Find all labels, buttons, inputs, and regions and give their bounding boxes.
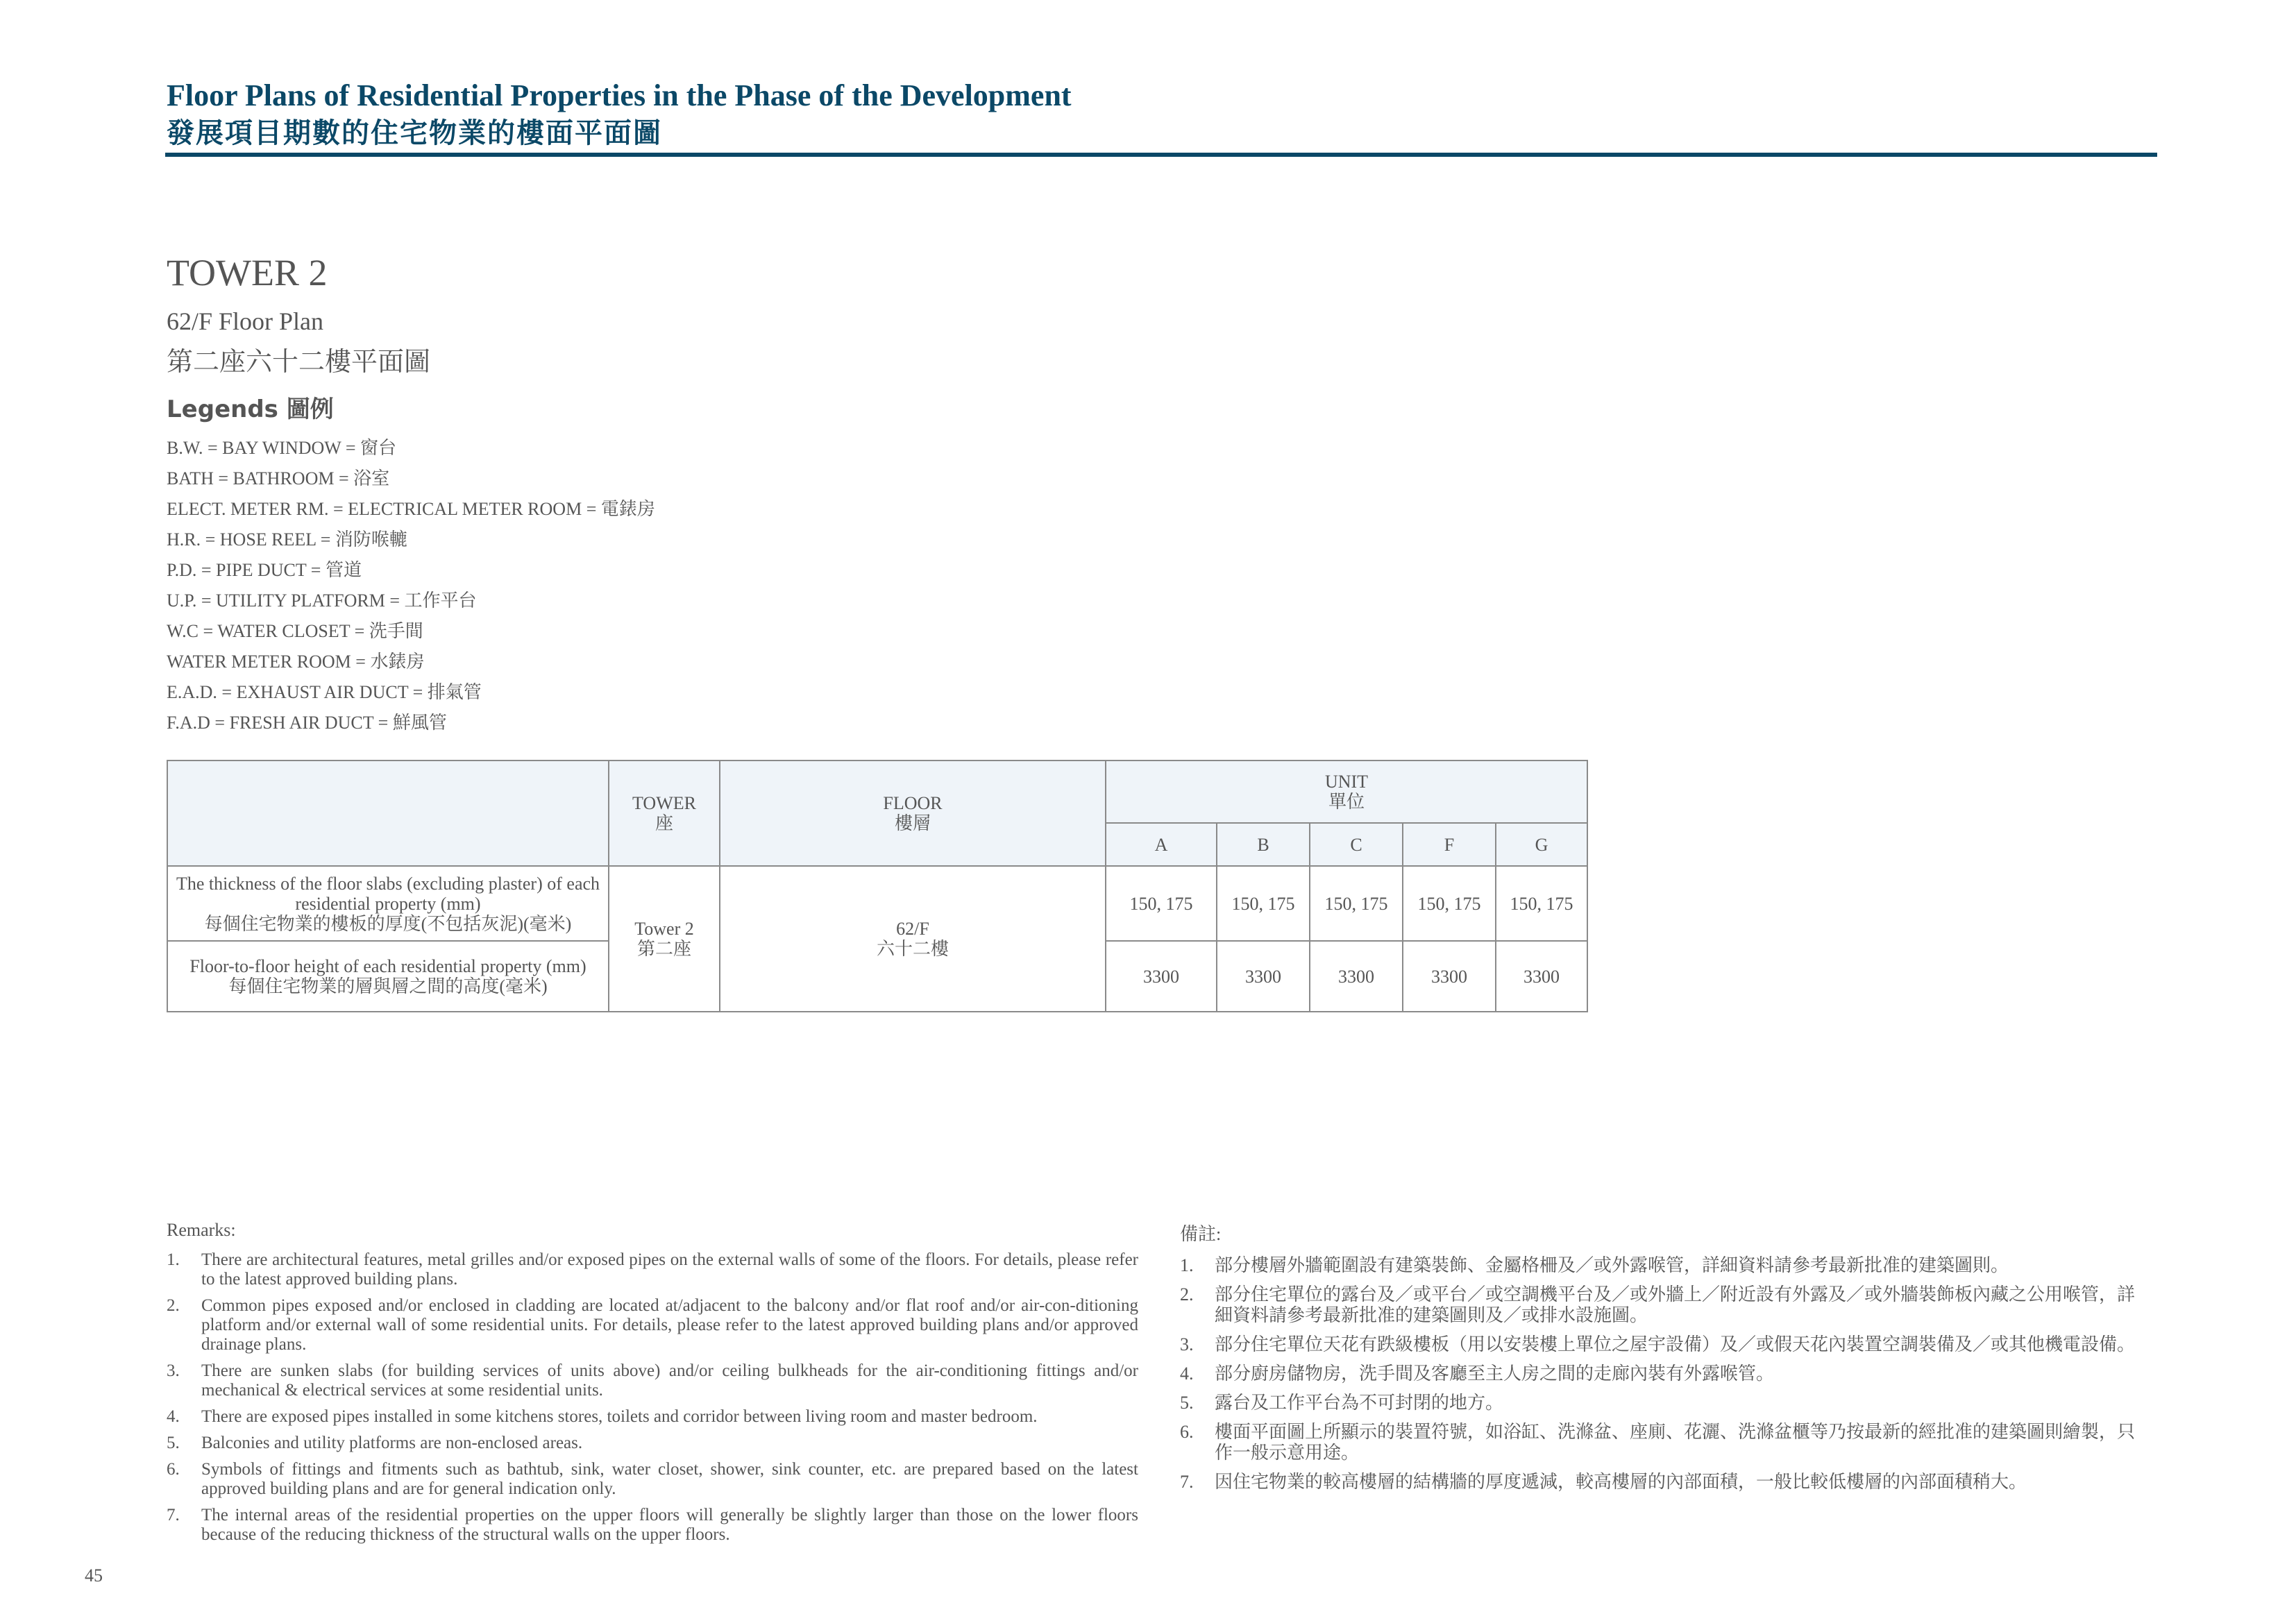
remark-item bbox=[167, 1407, 1138, 1427]
remark-item bbox=[1180, 1422, 2152, 1463]
header-title-zh: 發展項目期數的住宅物業的樓面平面圖 bbox=[167, 117, 662, 148]
legend-item: W.C = WATER CLOSET = 洗手間 bbox=[167, 621, 423, 641]
floor-value-en: 62/F bbox=[896, 919, 929, 939]
remark-text: There are sunken slabs (for building services of units above) and/or ceiling bulkheads for the air-conditioning fittings and/or mechanical & electrical services at some residential units. bbox=[201, 1361, 1138, 1400]
remark-number: 7. bbox=[167, 1506, 180, 1524]
unit-column-header bbox=[1106, 760, 1587, 823]
unit-header-cell: F bbox=[1403, 823, 1496, 866]
remark-text: 部分樓層外牆範圍設有建築裝飾、金屬格柵及／或外露喉管，詳細資料請參考最新批准的建築圖則。 bbox=[1215, 1255, 2009, 1275]
unit-header-cell: B bbox=[1217, 823, 1310, 866]
row-label-floor-height bbox=[167, 941, 609, 1012]
remark-text: 部分住宅單位天花有跌級樓板（用以安裝樓上單位之屋宇設備）及／或假天花內裝置空調裝備及／或其他機電設備。 bbox=[1215, 1334, 2136, 1354]
remark-item bbox=[167, 1460, 1138, 1499]
row-label-slab-thickness bbox=[167, 866, 609, 941]
remark-number: 1. bbox=[1180, 1255, 1194, 1275]
legend-item: P.D. = PIPE DUCT = 管道 bbox=[167, 560, 362, 580]
legend-item: B.W. = BAY WINDOW = 窗台 bbox=[167, 438, 396, 458]
unit-header-zh: 單位 bbox=[1328, 792, 1365, 812]
table-cell: 3300 bbox=[1310, 941, 1403, 1012]
remarks-title-zh: 備註: bbox=[1180, 1224, 1222, 1244]
unit-header-cell: A bbox=[1106, 823, 1217, 866]
remark-text: Common pipes exposed and/or enclosed in cladding are located at/adjacent to the balcony and/or flat roof and/or air-con-ditioning platform and/or external wall of some residential units. For details, please refer to the latest approved building plans and/or approved drainage plans. bbox=[201, 1296, 1138, 1354]
remark-number: 4. bbox=[167, 1407, 180, 1426]
floor-plan-title-en: 62/F Floor Plan bbox=[167, 307, 324, 335]
tower-value-en: Tower 2 bbox=[634, 919, 694, 939]
table-cell: 150, 175 bbox=[1106, 866, 1217, 941]
legends-heading: Legends 圖例 bbox=[167, 396, 334, 423]
legend-item: BATH = BATHROOM = 浴室 bbox=[167, 468, 390, 488]
row-label-en: Floor-to-floor height of each residential property (mm) bbox=[189, 956, 586, 976]
table-cell: 3300 bbox=[1403, 941, 1496, 1012]
row-label-zh: 每個住宅物業的層與層之間的高度(毫米) bbox=[228, 976, 548, 996]
remark-text: 因住宅物業的較高樓層的結構牆的厚度遞減，較高樓層的內部面積，一般比較低樓層的內部面積稍大。 bbox=[1215, 1472, 2027, 1492]
remark-number: 3. bbox=[167, 1361, 180, 1380]
header-title-en: Floor Plans of Residential Properties in the Phase of the Development bbox=[167, 78, 1072, 112]
table-cell: 3300 bbox=[1217, 941, 1310, 1012]
floor-header-zh: 樓層 bbox=[894, 813, 931, 833]
remark-number: 2. bbox=[167, 1296, 180, 1315]
remark-number: 3. bbox=[1180, 1334, 1194, 1354]
remark-number: 1. bbox=[167, 1250, 180, 1269]
remark-text: 部分廚房儲物房，洗手間及客廳至主人房之間的走廊內裝有外露喉管。 bbox=[1215, 1363, 1775, 1384]
floor-header-en: FLOOR bbox=[883, 793, 943, 813]
remark-item bbox=[167, 1361, 1138, 1400]
remark-text: There are architectural features, metal grilles and/or exposed pipes on the external walls of some of the floors. For details, please refer to the latest approved building plans. bbox=[201, 1250, 1138, 1289]
legends-list bbox=[167, 433, 655, 738]
floor-plan-title-zh: 第二座六十二樓平面圖 bbox=[167, 348, 431, 377]
remark-number: 6. bbox=[1180, 1422, 1194, 1442]
table-cell: 150, 175 bbox=[1403, 866, 1496, 941]
tower-value-cell bbox=[609, 866, 720, 1012]
remark-item bbox=[167, 1296, 1138, 1354]
remarks-en bbox=[167, 1220, 1138, 1552]
row-label-zh: 每個住宅物業的樓板的厚度(不包括灰泥)(毫米) bbox=[204, 913, 572, 934]
floor-value-zh: 六十二樓 bbox=[876, 939, 949, 959]
remark-number: 5. bbox=[167, 1434, 180, 1452]
floor-spec-table bbox=[167, 760, 1588, 1012]
legend-item: E.A.D. = EXHAUST AIR DUCT = 排氣管 bbox=[167, 682, 482, 702]
remark-item bbox=[1180, 1393, 2152, 1413]
remark-text: 樓面平面圖上所顯示的裝置符號，如浴缸、洗滌盆、座廁、花灑、洗滌盆櫃等乃按最新的經批准的建築圖則繪製，只作一般示意用途。 bbox=[1215, 1422, 2136, 1463]
remark-number: 4. bbox=[1180, 1363, 1194, 1384]
remark-text: Balconies and utility platforms are non-enclosed areas. bbox=[201, 1434, 583, 1452]
tower-value-zh: 第二座 bbox=[636, 939, 691, 959]
remark-number: 5. bbox=[1180, 1393, 1194, 1413]
floor-column-header bbox=[720, 760, 1106, 866]
remarks-title-en: Remarks: bbox=[167, 1220, 236, 1240]
remark-number: 2. bbox=[1180, 1284, 1194, 1305]
unit-header-cell: G bbox=[1496, 823, 1587, 866]
legend-item: U.P. = UTILITY PLATFORM = 工作平台 bbox=[167, 590, 477, 611]
remark-item bbox=[167, 1434, 1138, 1453]
remarks-list-en bbox=[167, 1250, 1138, 1545]
remarks-list-zh bbox=[1180, 1255, 2152, 1493]
remark-item bbox=[167, 1506, 1138, 1545]
table-cell: 150, 175 bbox=[1217, 866, 1310, 941]
remark-item bbox=[1180, 1363, 2152, 1384]
remarks-zh bbox=[1180, 1220, 2152, 1501]
table-cell: 150, 175 bbox=[1496, 866, 1587, 941]
remark-text: There are exposed pipes installed in some kitchens stores, toilets and corridor between living room and master bedroom. bbox=[201, 1407, 1038, 1426]
page-number: 45 bbox=[85, 1565, 103, 1586]
unit-header-cell: C bbox=[1310, 823, 1403, 866]
table-corner-cell bbox=[167, 760, 609, 866]
floor-value-cell bbox=[720, 866, 1106, 1012]
remark-text: Symbols of fittings and fitments such as bathtub, sink, water closet, shower, sink counter, etc. are prepared based on the latest approved building plans and are for general indication only. bbox=[201, 1460, 1138, 1498]
remark-item bbox=[1180, 1334, 2152, 1355]
tower-title: TOWER 2 bbox=[167, 252, 328, 294]
unit-header-en: UNIT bbox=[1324, 772, 1369, 792]
legend-item: H.R. = HOSE REEL = 消防喉轆 bbox=[167, 529, 407, 550]
table-cell: 150, 175 bbox=[1310, 866, 1403, 941]
remark-text: The internal areas of the residential properties on the upper floors will generally be slightly larger than those on the lower floors because of the reducing thickness of the structural walls on the upper floors. bbox=[201, 1506, 1138, 1544]
remark-item bbox=[1180, 1472, 2152, 1493]
remark-text: 部分住宅單位的露台及／或平台／或空調機平台及／或外牆上／附近設有外露及／或外牆裝飾板內藏之公用喉管，詳細資料請參考最新批准的建築圖則及／或排水設施圖。 bbox=[1215, 1284, 2136, 1325]
header-divider bbox=[165, 153, 2157, 157]
tower-header-en: TOWER bbox=[632, 793, 696, 813]
remark-item bbox=[1180, 1255, 2152, 1276]
remark-number: 7. bbox=[1180, 1472, 1194, 1492]
tower-header-zh: 座 bbox=[655, 813, 673, 833]
table-cell: 3300 bbox=[1496, 941, 1587, 1012]
legend-item: ELECT. METER RM. = ELECTRICAL METER ROOM = 電錶房 bbox=[167, 499, 655, 519]
remark-number: 6. bbox=[167, 1460, 180, 1479]
legend-item: WATER METER ROOM = 水錶房 bbox=[167, 652, 425, 672]
legend-item: F.A.D = FRESH AIR DUCT = 鮮風管 bbox=[167, 713, 447, 733]
remark-item bbox=[167, 1250, 1138, 1289]
tower-column-header bbox=[609, 760, 720, 866]
table-cell: 3300 bbox=[1106, 941, 1217, 1012]
row-label-en: The thickness of the floor slabs (excluding plaster) of each residential property (mm) bbox=[176, 873, 600, 914]
remark-text: 露台及工作平台為不可封閉的地方。 bbox=[1215, 1393, 1504, 1413]
remark-item bbox=[1180, 1284, 2152, 1326]
